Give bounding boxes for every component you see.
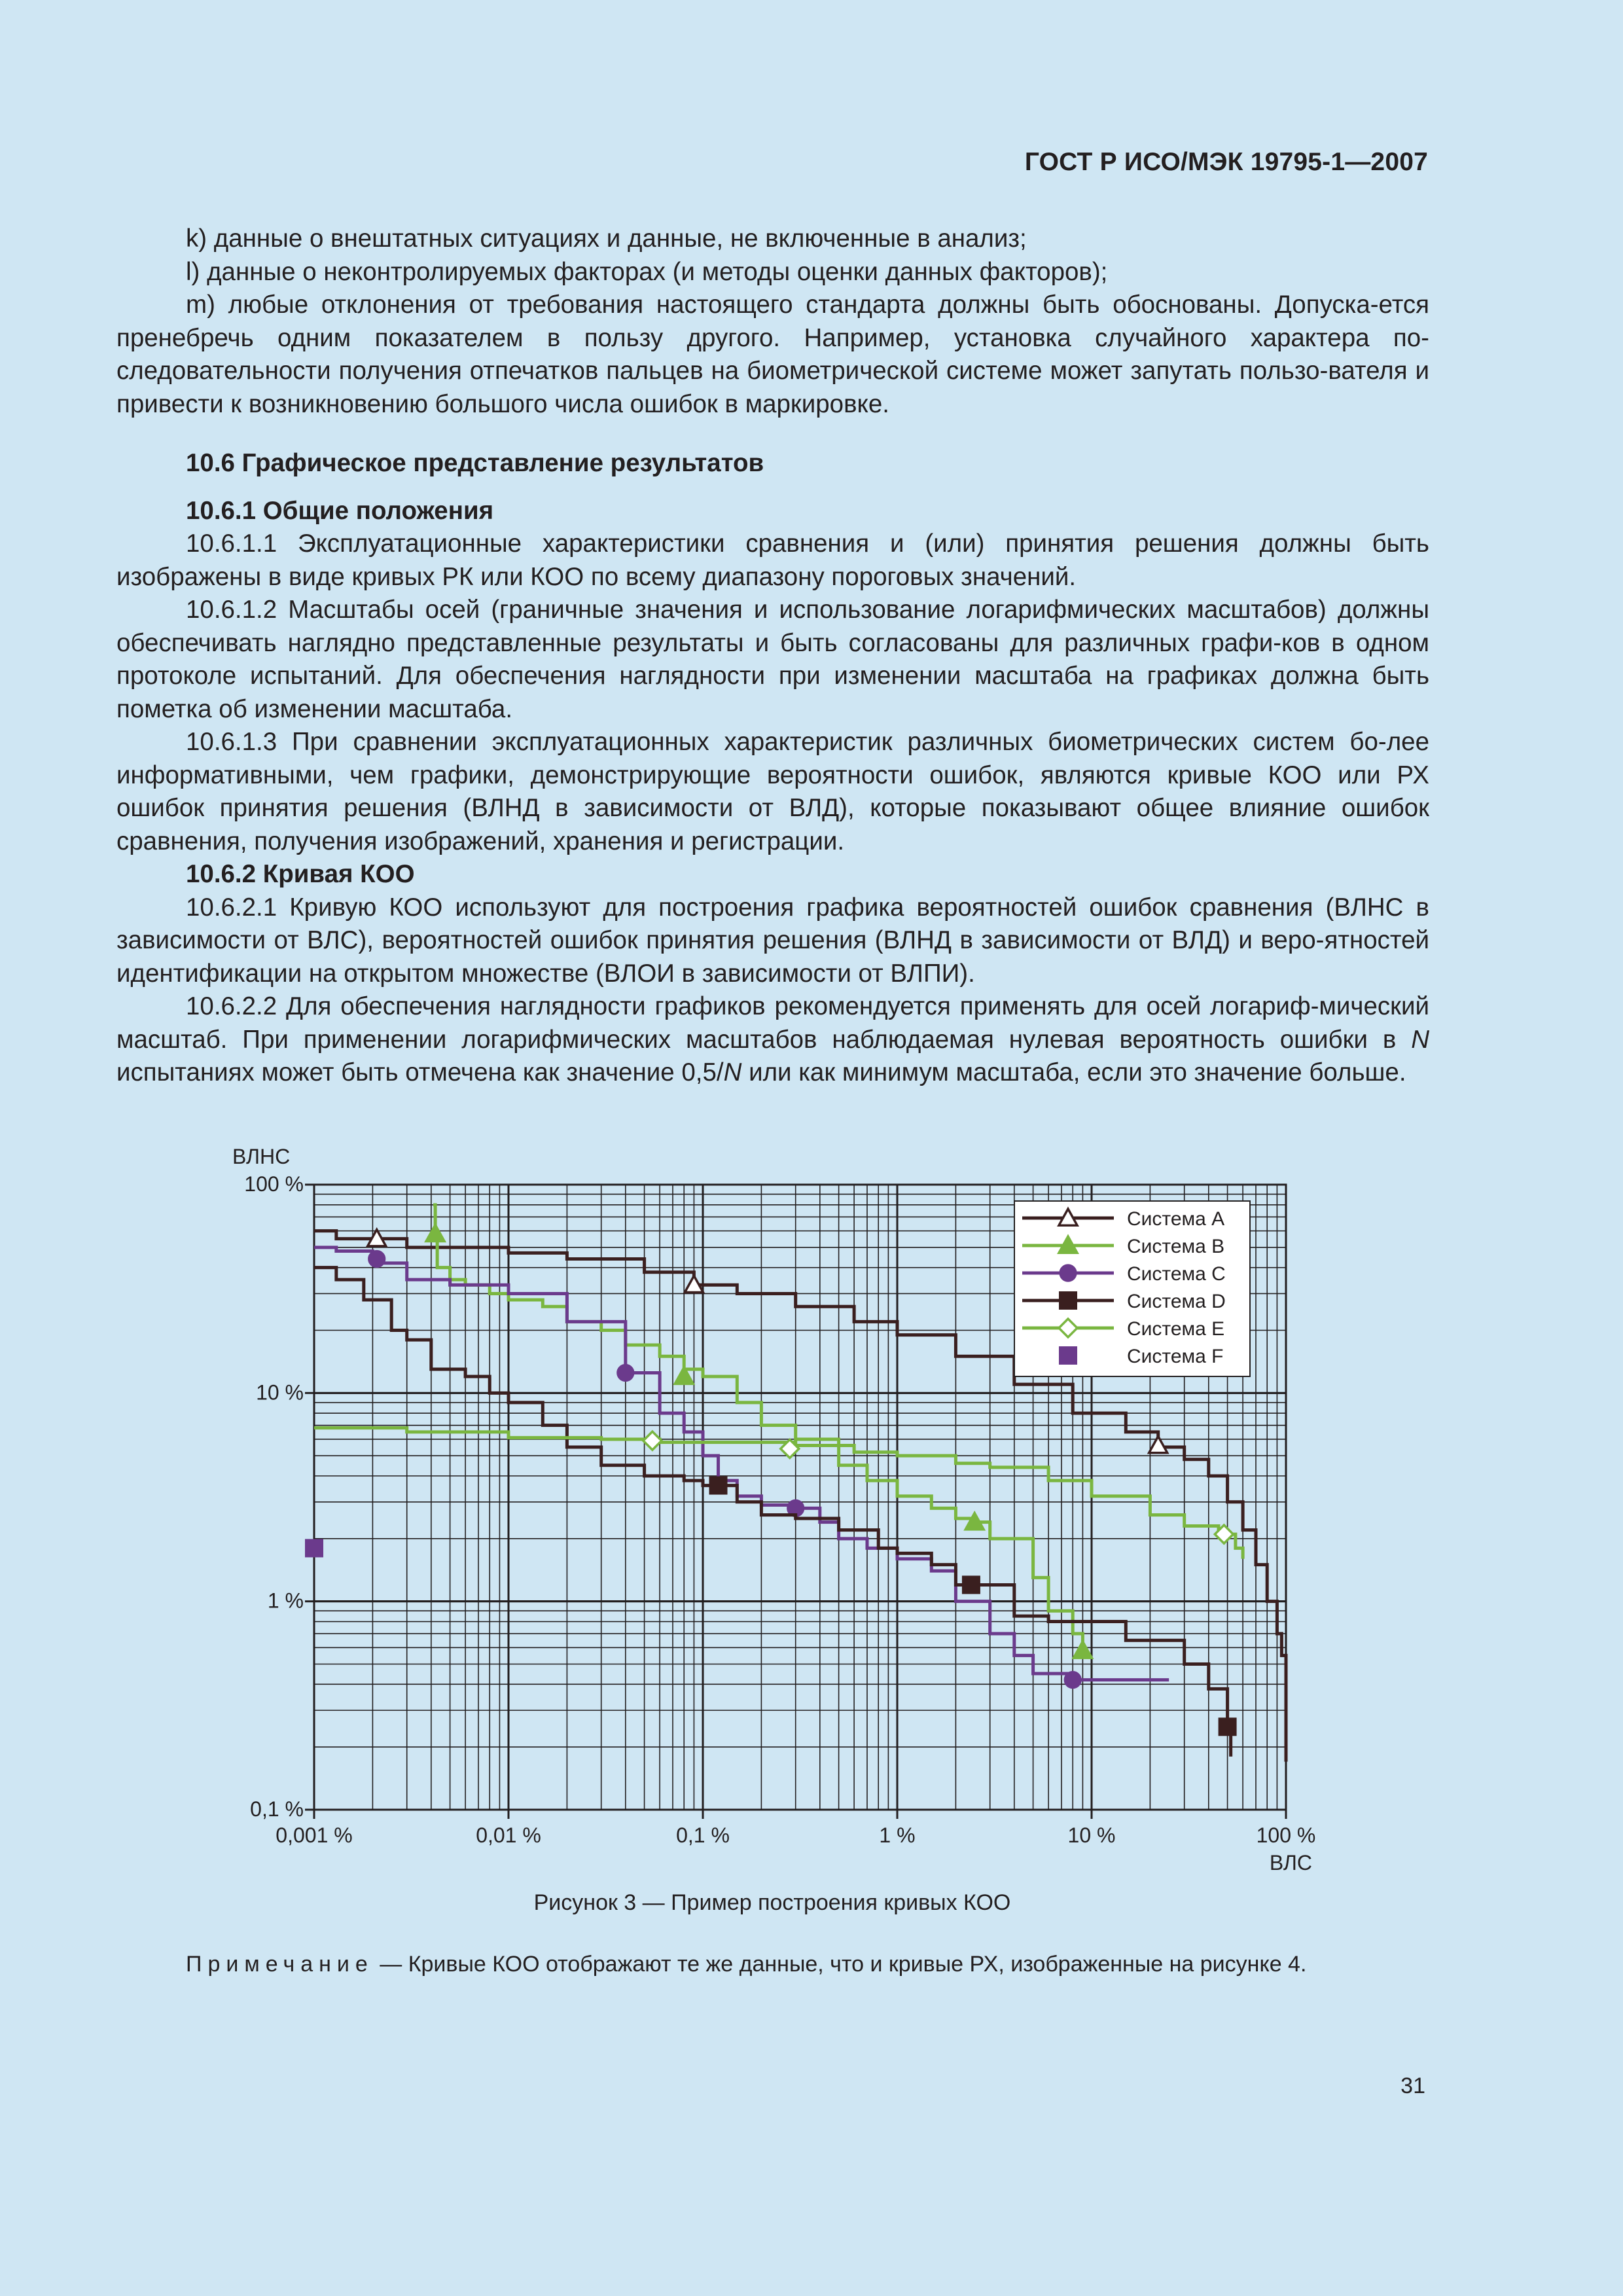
x-tick-label: 0,01 % [476, 1823, 541, 1847]
section-heading-10-6-2: 10.6.2 Кривая КОО [186, 860, 415, 888]
document-header: ГОСТ Р ИСО/МЭК 19795-1—2007 [1024, 148, 1428, 176]
legend-label: Система D [1127, 1291, 1226, 1312]
y-tick-label: 0,1 % [250, 1797, 304, 1821]
x-tick-label: 1 % [879, 1823, 916, 1847]
legend-marker [1059, 1291, 1077, 1310]
series-marker-4 [1219, 1717, 1237, 1736]
series-marker-3 [1065, 1672, 1081, 1688]
y-tick-label: 100 % [244, 1172, 304, 1196]
paragraph-10-6-1-1: 10.6.1.1 Эксплуатационные характеристики сравнения и (или) принятия решения должны быть изображены в виде кривых РК или КОО по всему диапазону пороговых значений. [116, 529, 1429, 591]
series-marker-2 [1073, 1641, 1092, 1658]
list-item-m: m) любые отклонения от требования настоящего стандарта должны быть обоснованы. Допуска-ется пренебречь одним показателем в пользу другого. Например, установка случайного характера по-следовательности получения отпечатков пальцев на биометрической системе может запутать пользо-вателя и привести к возникновению большого числа ошибок в маркировке. [116, 291, 1429, 418]
legend-label: Система C [1127, 1263, 1226, 1285]
legend-marker [1059, 1346, 1077, 1365]
series-marker-5 [643, 1431, 662, 1450]
y-axis-label: ВЛНС [232, 1145, 291, 1168]
det-curve-chart [216, 1136, 1342, 1882]
x-tick-label: 0,1 % [676, 1823, 730, 1847]
paragraph-10-6-1-3: 10.6.1.3 При сравнении эксплуатационных характеристик различных биометрических систем бо-лее информативными, чем графики, демонстрирующие вероятности ошибок, являются кривые КОО или РХ ошибок принятия решения (ВЛНД в зависимости от ВЛД), которые показывают общее влияние ошибок сравнения, получения изображений, хранения и регистрации. [116, 728, 1429, 855]
series-marker-6 [305, 1539, 323, 1557]
legend-label: Система B [1127, 1236, 1225, 1257]
x-tick-label: 100 % [1256, 1823, 1316, 1847]
legend-label: Система F [1127, 1346, 1224, 1367]
series-marker-4 [962, 1575, 980, 1594]
series-line-5 [314, 1428, 1243, 1559]
figure-note [186, 1952, 1306, 1977]
list-item-l: l) данные о неконтролируемых факторах (и методы оценки данных факторов); [186, 257, 1108, 286]
x-tick-label: 10 % [1067, 1823, 1116, 1847]
paragraph-10-6-2-1: 10.6.2.1 Кривую КОО используют для построения графика вероятностей ошибок сравнения (ВЛНС в зависимости от ВЛС), вероятностей ошибок принятия решения (ВЛНД в зависимости от ВЛД) и веро-ятностей идентификации на открытом множестве (ВЛОИ в зависимости от ВЛПИ). [116, 893, 1429, 988]
section-heading-10-6: 10.6 Графическое представление результатов [186, 449, 764, 477]
note-label: Примечание [186, 1952, 374, 1977]
paragraph-10-6-1-2: 10.6.1.2 Масштабы осей (граничные значения и использование логарифмических масштабов) должны обеспечивать наглядно представленные результаты и быть согласованы для различных графи-ков в одном протоколе испытаний. Для обеспечения наглядности при изменении масштаба на графиках должна быть пометка об изменении масштаба. [116, 596, 1429, 723]
y-tick-label: 10 % [256, 1380, 304, 1405]
legend-label: Система E [1127, 1318, 1225, 1340]
figure-caption: Рисунок 3 — Пример построения кривых КОО [533, 1890, 1011, 1915]
series-marker-4 [709, 1477, 728, 1495]
series-marker-3 [617, 1365, 633, 1381]
series-line-2 [433, 1205, 1082, 1647]
legend-marker [1060, 1265, 1076, 1281]
body-text [116, 223, 1429, 1090]
note-text: — Кривые КОО отображают те же данные, что и кривые РХ, изображенные на рисунке 4. [373, 1952, 1307, 1977]
legend-label: Система A [1127, 1208, 1225, 1230]
y-tick-label: 1 % [267, 1588, 304, 1613]
paragraph-10-6-2-2: 10.6.2.2 Для обеспечения наглядности графиков рекомендуется применять для осей логариф-мический масштаб. При применении логарифмических масштабов наблюдаемая нулевая вероятность ошибки в N испытаниях может быть отмечена как значение 0,5/N или как минимум масштаба, если это значение больше. [116, 992, 1429, 1086]
series-marker-2 [426, 1225, 444, 1241]
list-item-k: k) данные о внештатных ситуациях и данные, не включенные в анализ; [186, 224, 1027, 253]
page-number: 31 [1400, 2073, 1425, 2098]
section-heading-10-6-1: 10.6.1 Общие положения [186, 496, 494, 525]
x-tick-label: 0,001 % [276, 1823, 353, 1847]
series-marker-3 [368, 1251, 385, 1267]
x-axis-label: ВЛС [1269, 1851, 1312, 1874]
